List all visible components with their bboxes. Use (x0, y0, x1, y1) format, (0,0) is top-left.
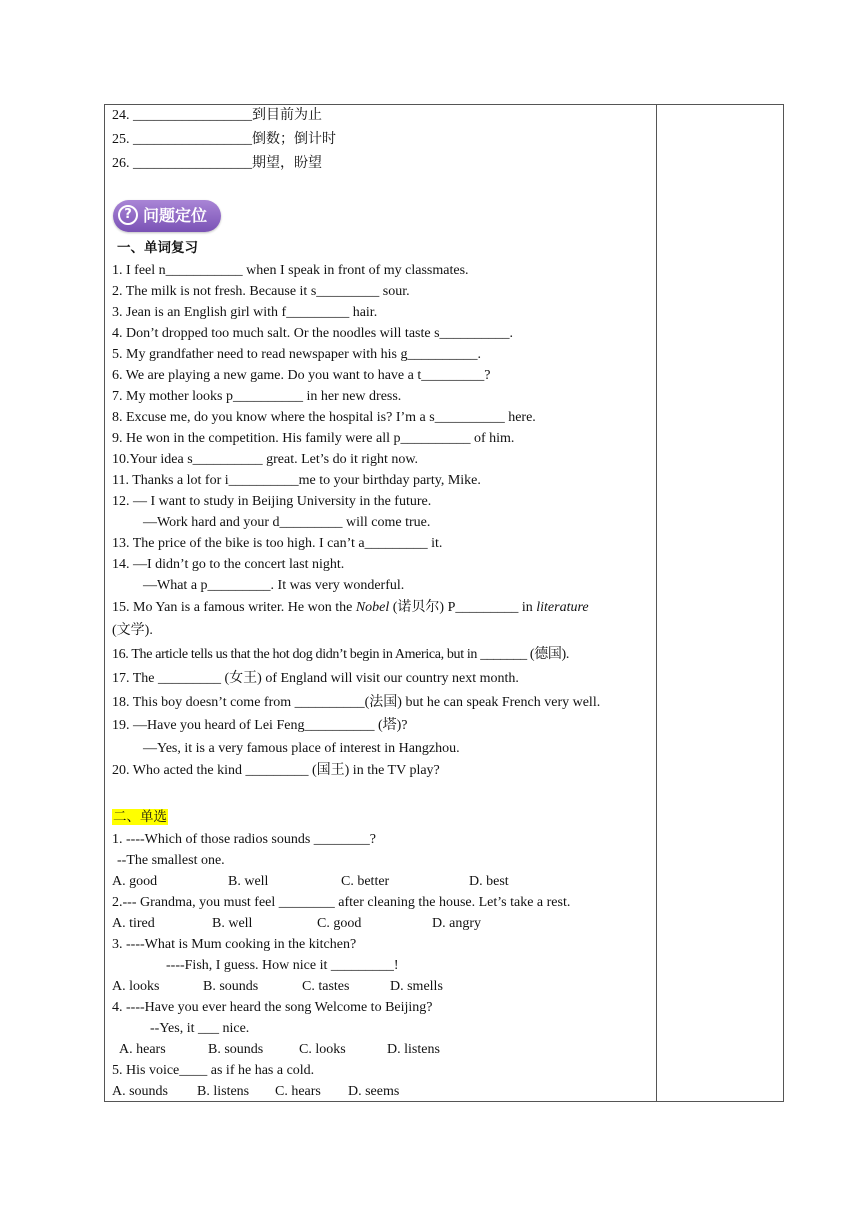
question-12-response: —Work hard and your d_________ will come true. (143, 515, 431, 530)
mc-3-option-b: B. sounds (203, 979, 259, 994)
question-16: 16. The article tells us that the hot dog didn’t begin in America, but in _______ (德国). (112, 647, 570, 662)
section-heading-highlight: 二、单选 (113, 809, 167, 825)
question-19-response: —Yes, it is a very famous place of interest in Hangzhou. (143, 741, 460, 756)
section-heading-multiple-choice (112, 808, 168, 827)
question-13: 13. The price of the bike is too high. I can’t a_________ it. (112, 536, 443, 551)
question-15 (112, 599, 589, 617)
mc-question-5: 5. His voice____ as if he has a cold. (112, 1063, 315, 1078)
mc-question-2: 2.--- Grandma, you must feel ________ after cleaning the house. Let’s take a rest. (112, 895, 571, 910)
question-12-prompt: 12. — I want to study in Beijing University in the future. (112, 494, 432, 509)
mc-2-option-b: B. well (212, 916, 253, 931)
mc-1-option-c: C. better (341, 874, 390, 889)
question-3: 3. Jean is an English girl with f_________ hair. (112, 305, 378, 320)
mc-3-option-c: C. tastes (302, 979, 350, 994)
mc-4-option-c: C. looks (299, 1042, 346, 1057)
question-1: 1. I feel n___________ when I speak in front of my classmates. (112, 263, 469, 278)
mc-1-option-a: A. good (112, 874, 158, 889)
section-heading-vocab-review: 一、单词复习 (117, 240, 198, 256)
mc-3-option-d: D. smells (390, 979, 443, 994)
question-15-literature: literature (536, 600, 589, 615)
mc-4-option-d: D. listens (387, 1042, 440, 1057)
column-divider (656, 105, 657, 1101)
question-18: 18. This boy doesn’t come from __________(法国) but he can speak French very well. (112, 695, 601, 710)
question-19-prompt: 19. —Have you heard of Lei Feng__________ (塔)? (112, 718, 408, 733)
mc-question-4: 4. ----Have you ever heard the song Welcome to Beijing? (112, 1000, 433, 1015)
question-7: 7. My mother looks p__________ in her new dress. (112, 389, 402, 404)
question-11: 11. Thanks a lot for i__________me to your birthday party, Mike. (112, 473, 481, 488)
question-9: 9. He won in the competition. His family were all p__________ of him. (112, 431, 515, 446)
mc-question-1: 1. ----Which of those radios sounds ________? (112, 832, 377, 847)
vocab-item-24: 24. _________________到目前为止 (112, 108, 322, 123)
mc-1-option-b: B. well (228, 874, 269, 889)
question-2: 2. The milk is not fresh. Because it s_________ sour. (112, 284, 410, 299)
question-14-response: —What a p_________. It was very wonderful. (143, 578, 405, 593)
section-badge (113, 200, 221, 232)
question-14-prompt: 14. —I didn’t go to the concert last night. (112, 557, 345, 572)
mc-2-option-a: A. tired (112, 916, 155, 931)
mc-2-option-c: C. good (317, 916, 362, 931)
mc-question-4-reply: --Yes, it ___ nice. (150, 1021, 250, 1036)
mc-4-option-a: A. hears (119, 1042, 166, 1057)
mc-1-option-d: D. best (469, 874, 509, 889)
question-6: 6. We are playing a new game. Do you want to have a t_________? (112, 368, 491, 383)
question-17: 17. The _________ (女王) of England will visit our country next month. (112, 671, 519, 686)
mc-5-option-a: A. sounds (112, 1084, 169, 1099)
question-15-text-a: 15. Mo Yan is a famous writer. He won the (112, 600, 356, 615)
question-icon: ? (118, 205, 138, 225)
mc-4-option-b: B. sounds (208, 1042, 264, 1057)
mc-5-option-d: D. seems (348, 1084, 400, 1099)
mc-5-option-c: C. hears (275, 1084, 321, 1099)
question-10: 10.Your idea s__________ great. Let’s do it right now. (112, 452, 419, 467)
mc-3-option-a: A. looks (112, 979, 160, 994)
vocab-item-25: 25. _________________倒数；倒计时 (112, 132, 336, 147)
question-15-text-b: (诺贝尔) P_________ in (389, 600, 537, 615)
mc-5-option-b: B. listens (197, 1084, 250, 1099)
question-4: 4. Don’t dropped too much salt. Or the noodles will taste s__________. (112, 326, 514, 341)
mc-question-1-reply: --The smallest one. (117, 853, 225, 868)
vocab-item-26: 26. _________________期望，盼望 (112, 156, 322, 171)
badge-label: 问题定位 (143, 206, 208, 225)
mc-2-option-d: D. angry (432, 916, 481, 931)
mc-question-3: 3. ----What is Mum cooking in the kitchen? (112, 937, 357, 952)
worksheet-table (104, 104, 784, 1102)
question-15-nobel: Nobel (355, 600, 390, 615)
question-8: 8. Excuse me, do you know where the hospital is? I’m a s__________ here. (112, 410, 536, 425)
mc-question-3-reply: ----Fish, I guess. How nice it _________! (166, 958, 399, 973)
question-15-continued: (文学). (112, 623, 153, 638)
question-20: 20. Who acted the kind _________ (国王) in the TV play? (112, 763, 440, 778)
question-5: 5. My grandfather need to read newspaper with his g__________. (112, 347, 481, 362)
